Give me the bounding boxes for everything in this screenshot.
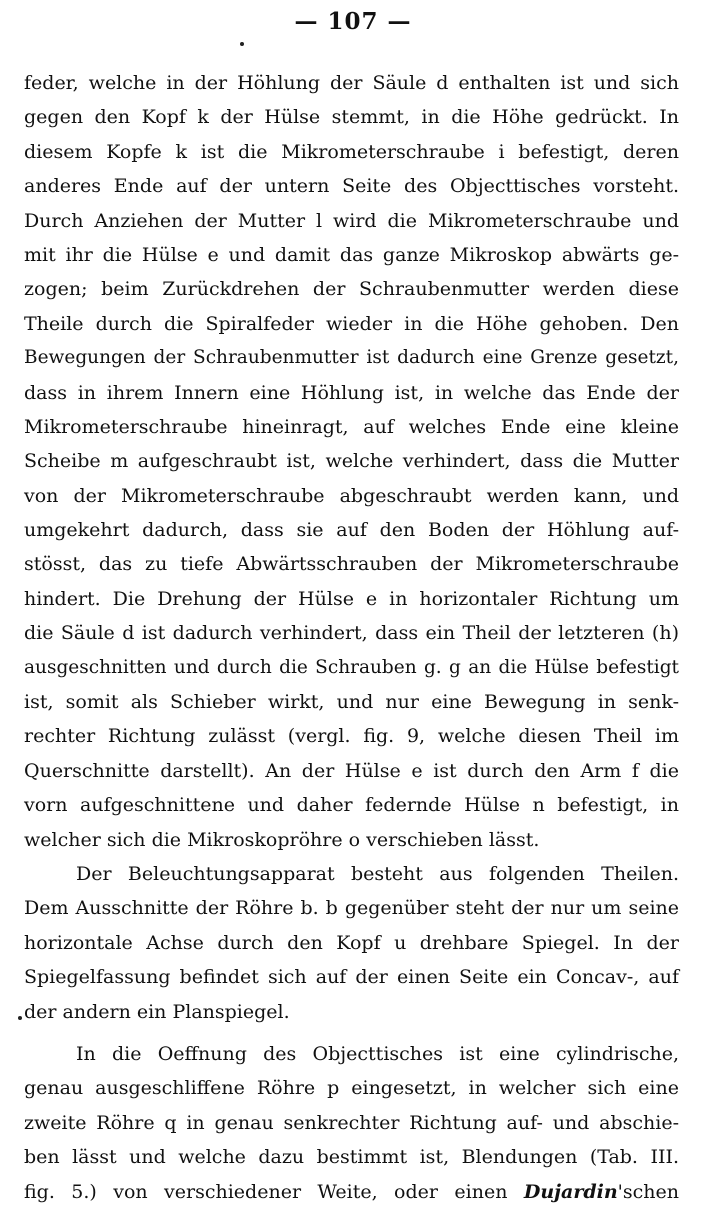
text-line: zweite Röhre q in genau senkrechter Richtung auf- und abschie- [24, 1111, 679, 1134]
text-line: ausgeschnitten und durch die Schrauben g. g an die Hülse befestigt [24, 656, 679, 678]
text-line: vorn aufgeschnittene und daher federnde Hülse n befestigt, in [24, 794, 679, 817]
paragraph-1 [24, 66, 679, 857]
text-line: Spiegelfassung befindet sich auf der einen Seite ein Concav-, auf [24, 966, 679, 989]
text-line: horizontale Achse durch den Kopf u drehbare Spiegel. In der [24, 931, 679, 954]
paragraph-3 [24, 1037, 679, 1209]
speck-mark [240, 42, 244, 46]
text-line: welcher sich die Mikroskopröhre o verschieben lässt. [24, 828, 540, 851]
text-line: mit ihr die Hülse e und damit das ganze Mikroskop abwärts ge- [24, 243, 679, 266]
text-line: umgekehrt dadurch, dass sie auf den Boden der Höhlung auf- [24, 519, 679, 542]
text-line: feder, welche in der Höhlung der Säule d enthalten ist und sich [24, 72, 679, 94]
speck-mark [18, 1016, 22, 1020]
text-line: Mikrometerschraube hineinragt, auf welches Ende eine kleine [24, 415, 679, 438]
text-line: Querschnitte darstellt). An der Hülse e ist durch den Arm f die [24, 759, 679, 782]
text-line: hindert. Die Drehung der Hülse e in horizontaler Richtung um [24, 587, 679, 610]
text-line: Scheibe m aufgeschraubt ist, welche verhindert, dass die Mutter [24, 450, 679, 473]
text-segment: fig. 5.) von verschiedener Weite, oder einen [24, 1180, 508, 1203]
body-text [24, 66, 679, 1209]
text-line: In die Oeffnung des Objecttisches ist eine cylindrische, [76, 1042, 679, 1065]
text-line: der andern ein Planspiegel. [24, 1000, 290, 1023]
text-line: genau ausgeschliffene Röhre p eingesetzt, in welcher sich eine [24, 1077, 679, 1100]
paragraph-2 [24, 857, 679, 1029]
text-line: Durch Anziehen der Mutter l wird die Mikrometerschraube und [24, 209, 679, 232]
text-line: dass in ihrem Innern eine Höhlung ist, in welche das Ende der [24, 381, 679, 404]
text-line: ist, somit als Schieber wirkt, und nur eine Bewegung in senk- [24, 691, 679, 714]
text-line: ben lässt und welche dazu bestimmt ist, Blendungen (Tab. III. [24, 1146, 679, 1169]
text-line: zogen; beim Zurückdrehen der Schraubenmutter werden diese [24, 278, 679, 301]
emphasized-name: Dujardin [523, 1180, 618, 1203]
page-number: — 107 — [294, 8, 412, 35]
text-line: Der Beleuchtungsapparat besteht aus folgenden Theilen. [76, 862, 679, 885]
text-line: Theile durch die Spiralfeder wieder in die Höhe gehoben. Den [24, 312, 679, 335]
text-line: stösst, das zu tiefe Abwärtsschrauben der Mikrometerschraube [24, 553, 679, 576]
text-line: anderes Ende auf der untern Seite des Objecttisches vorsteht. [24, 175, 679, 198]
text-line-final [24, 1175, 679, 1209]
text-line: rechter Richtung zulässt (vergl. fig. 9, welche diesen Theil im [24, 725, 679, 748]
text-line: die Säule d ist dadurch verhindert, dass ein Theil der letzteren (h) [24, 622, 679, 645]
text-line: von der Mikrometerschraube abgeschraubt werden kann, und [24, 484, 679, 507]
text-segment: 'schen [617, 1180, 679, 1203]
text-line: gegen den Kopf k der Hülse stemmt, in die Höhe gedrückt. In [24, 106, 679, 129]
text-line: Dem Ausschnitte der Röhre b. b gegenüber steht der nur um seine [24, 897, 679, 920]
text-line: diesem Kopfe k ist die Mikrometerschraube i befestigt, deren [24, 140, 679, 163]
text-line: Bewegungen der Schraubenmutter ist dadurch eine Grenze gesetzt, [24, 347, 679, 369]
